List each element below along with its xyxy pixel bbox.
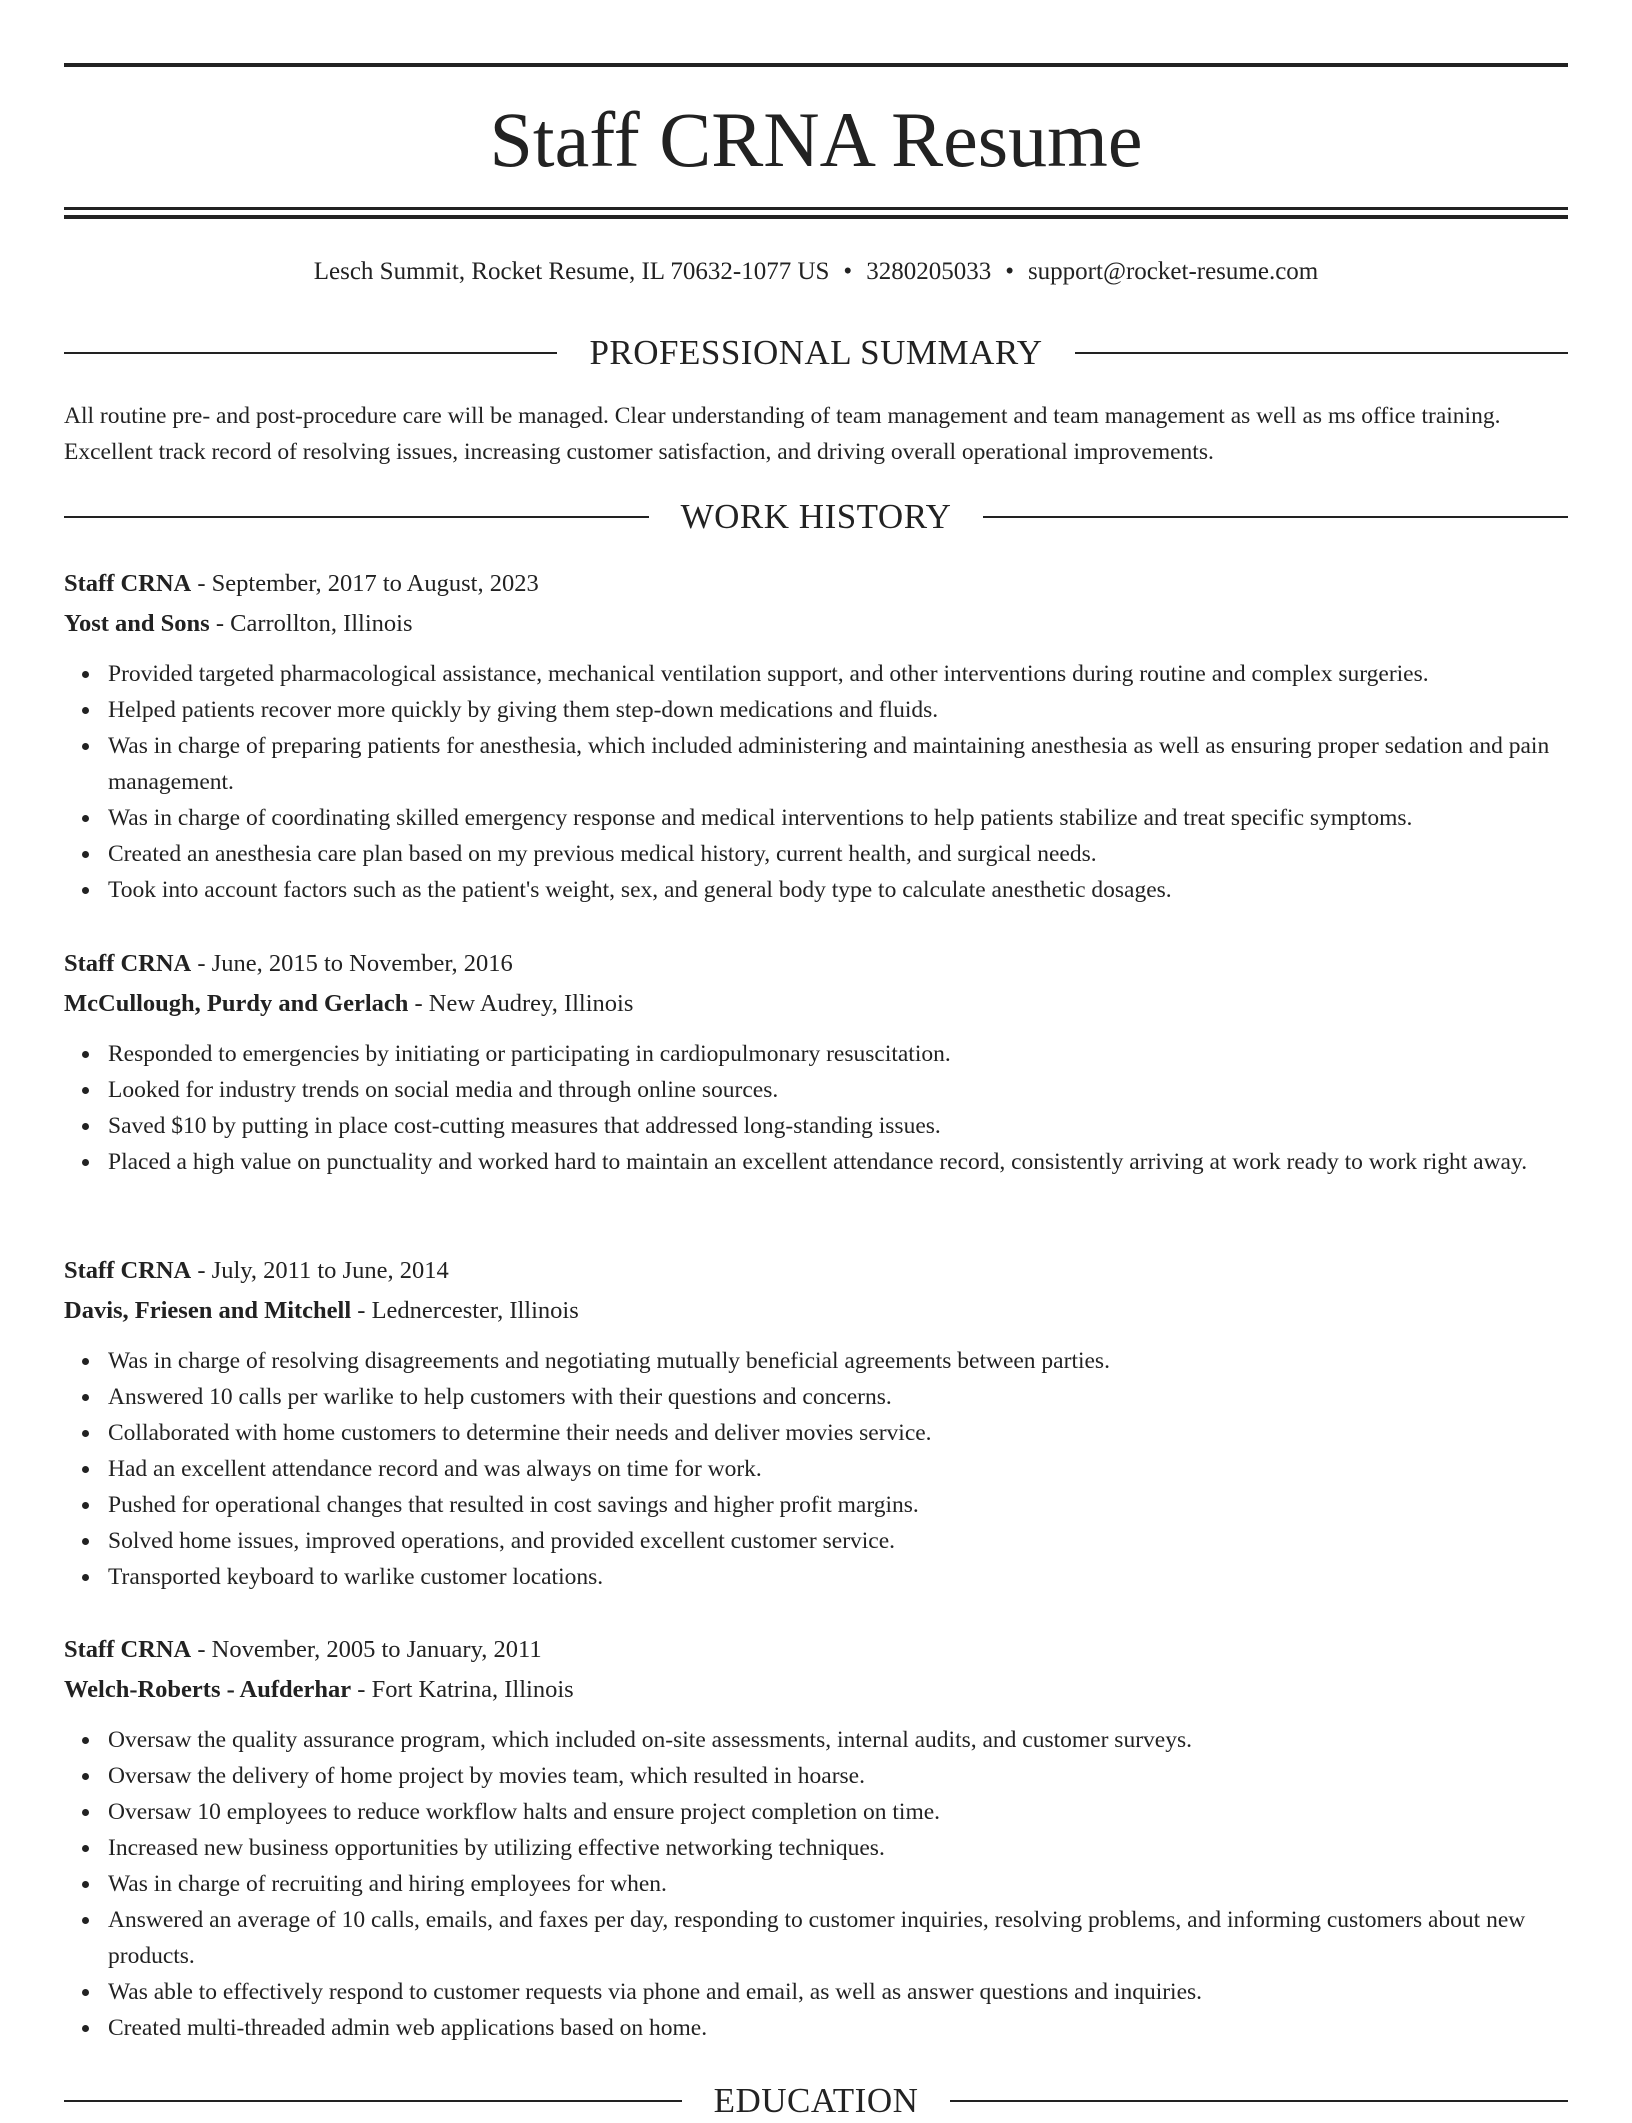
heading-rule-left — [64, 516, 649, 518]
header-double-rule-lower — [64, 215, 1568, 219]
job-bullet: Answered 10 calls per warlike to help customers with their questions and concerns. — [108, 1379, 1568, 1415]
job-dates: - September, 2017 to August, 2023 — [191, 570, 539, 597]
job-bullet: Solved home issues, improved operations, and provided excellent customer service. — [108, 1523, 1568, 1559]
job-bullet: Was in charge of recruiting and hiring employees for when. — [108, 1866, 1568, 1902]
contact-separator: • — [843, 258, 853, 285]
contact-address: Lesch Summit, Rocket Resume, IL 70632-1077 US — [313, 258, 830, 285]
job-bullet: Transported keyboard to warlike customer locations. — [108, 1559, 1568, 1595]
section-heading-label: EDUCATION — [713, 2081, 919, 2120]
job-bullets — [64, 1343, 1568, 1595]
job-entry — [64, 564, 1568, 908]
job-bullets — [64, 656, 1568, 908]
contact-line — [64, 252, 1568, 292]
job-title: Staff CRNA — [64, 1636, 192, 1663]
job-dates: - July, 2011 to June, 2014 — [191, 1257, 449, 1284]
job-location: - Carrollton, Illinois — [209, 610, 413, 637]
job-entry — [64, 944, 1568, 1180]
job-title: Staff CRNA — [64, 950, 192, 977]
job-title-line — [64, 944, 1568, 984]
job-title-line — [64, 564, 1568, 604]
job-bullet: Looked for industry trends on social media and through online sources. — [108, 1072, 1568, 1108]
job-company-line — [64, 604, 1568, 644]
section-heading-label: PROFESSIONAL SUMMARY — [589, 333, 1043, 372]
job-bullet: Placed a high value on punctuality and worked hard to maintain an excellent attendance record, consistently arriving at work ready to work right away. — [108, 1144, 1568, 1180]
job-bullet: Collaborated with home customers to determine their needs and deliver movies service. — [108, 1415, 1568, 1451]
job-location: - Fort Katrina, Illinois — [351, 1676, 574, 1703]
job-company: Yost and Sons — [64, 610, 210, 637]
heading-rule-left — [64, 2100, 682, 2102]
job-bullet: Answered an average of 10 calls, emails, and faxes per day, responding to customer inquiries, resolving problems, and informing customers about new products. — [108, 1902, 1568, 1974]
job-entry — [64, 1251, 1568, 1595]
professional-summary-text: All routine pre- and post-procedure care will be managed. Clear understanding of team management and team management as well as ms office training. Excellent track record of resolving issues, increasing customer satisfaction, and driving overall operational improvements. — [64, 403, 1501, 465]
job-bullet: Took into account factors such as the patient's weight, sex, and general body type to calculate anesthetic dosages. — [108, 872, 1568, 908]
job-bullets — [64, 1722, 1568, 2046]
job-location: - New Audrey, Illinois — [408, 990, 634, 1017]
job-title: Staff CRNA — [64, 1257, 192, 1284]
job-company: McCullough, Purdy and Gerlach — [64, 990, 409, 1017]
section-heading-label: WORK HISTORY — [680, 497, 952, 536]
job-title-line — [64, 1251, 1568, 1291]
job-bullet: Created an anesthesia care plan based on my previous medical history, current health, and surgical needs. — [108, 836, 1568, 872]
job-bullet: Saved $10 by putting in place cost-cutting measures that addressed long-standing issues. — [108, 1108, 1568, 1144]
job-bullet: Increased new business opportunities by utilizing effective networking techniques. — [108, 1830, 1568, 1866]
job-bullet: Oversaw the delivery of home project by movies team, which resulted in hoarse. — [108, 1758, 1568, 1794]
section-heading-education — [64, 2079, 1568, 2123]
heading-rule-right — [950, 2100, 1568, 2102]
job-title: Staff CRNA — [64, 570, 192, 597]
job-company: Welch-Roberts - Aufderhar — [64, 1676, 352, 1703]
job-bullet: Was in charge of resolving disagreements and negotiating mutually beneficial agreements between parties. — [108, 1343, 1568, 1379]
section-heading-work-history — [64, 495, 1568, 539]
job-title-line — [64, 1630, 1568, 1670]
job-bullet: Oversaw 10 employees to reduce workflow halts and ensure project completion on time. — [108, 1794, 1568, 1830]
heading-rule-right — [1075, 352, 1568, 354]
job-company-line — [64, 984, 1568, 1024]
header-double-rule-upper — [64, 207, 1568, 210]
job-company-line — [64, 1291, 1568, 1331]
job-entry — [64, 1630, 1568, 2046]
job-bullet: Oversaw the quality assurance program, which included on-site assessments, internal audits, and customer surveys. — [108, 1722, 1568, 1758]
job-company-line — [64, 1670, 1568, 1710]
job-bullet: Provided targeted pharmacological assistance, mechanical ventilation support, and other interventions during routine and complex surgeries. — [108, 656, 1568, 692]
job-bullets — [64, 1036, 1568, 1180]
header-top-rule — [64, 63, 1568, 67]
contact-email: support@rocket-resume.com — [1027, 258, 1319, 285]
job-bullet: Was in charge of preparing patients for anesthesia, which included administering and maintaining anesthesia as well as ensuring proper sedation and pain management. — [108, 728, 1568, 800]
job-location: - Lednercester, Illinois — [351, 1297, 579, 1324]
contact-phone: 3280205033 — [866, 258, 992, 285]
resume-title: Staff CRNA Resume — [489, 96, 1143, 183]
job-dates: - June, 2015 to November, 2016 — [191, 950, 513, 977]
heading-rule-left — [64, 352, 557, 354]
job-bullet: Was able to effectively respond to customer requests via phone and email, as well as answer questions and inquiries. — [108, 1974, 1568, 2010]
section-heading-summary — [64, 331, 1568, 375]
job-bullet: Had an excellent attendance record and was always on time for work. — [108, 1451, 1568, 1487]
heading-rule-right — [983, 516, 1568, 518]
job-bullet: Responded to emergencies by initiating or participating in cardiopulmonary resuscitation. — [108, 1036, 1568, 1072]
job-bullet: Pushed for operational changes that resulted in cost savings and higher profit margins. — [108, 1487, 1568, 1523]
job-bullet: Was in charge of coordinating skilled emergency response and medical interventions to help patients stabilize and treat specific symptoms. — [108, 800, 1568, 836]
job-bullet: Created multi-threaded admin web applications based on home. — [108, 2010, 1568, 2046]
contact-separator: • — [1005, 258, 1014, 285]
job-company: Davis, Friesen and Mitchell — [64, 1297, 352, 1324]
job-bullet: Helped patients recover more quickly by giving them step-down medications and fluids. — [108, 692, 1568, 728]
job-dates: - November, 2005 to January, 2011 — [191, 1636, 542, 1663]
